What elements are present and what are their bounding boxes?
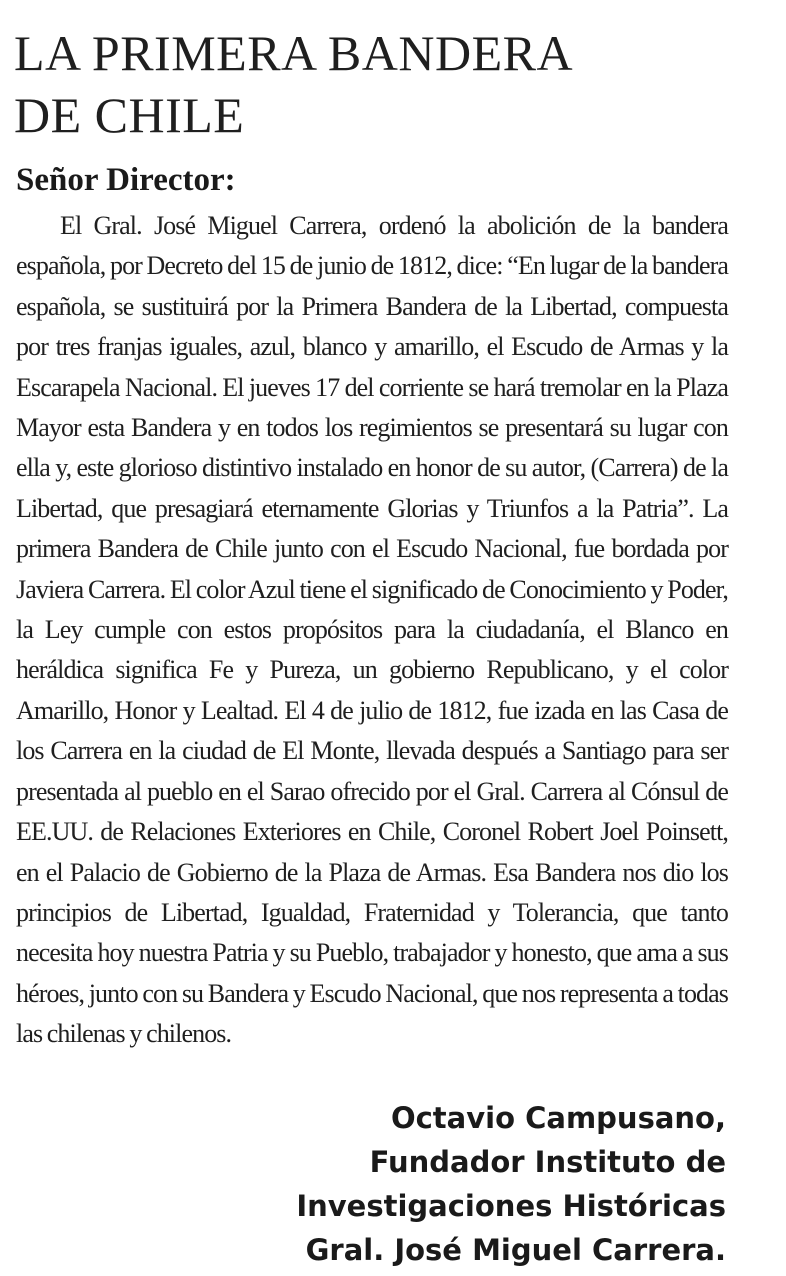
signature-role: Fundador Instituto de	[369, 1145, 726, 1179]
signature-org-line-1: Investigaciones Históricas	[296, 1189, 726, 1223]
salutation: Señor Director:	[16, 162, 236, 198]
signature-name: Octavio Campusano,	[390, 1101, 726, 1135]
signature-org-line-2: Gral. José Miguel Carrera.	[305, 1233, 726, 1267]
letter-body: El Gral. José Miguel Carrera, ordenó la abolición de la bandera española, por Decreto del 15 de junio de 1812, dice: “En lugar de la bandera española, se sustituirá por la Primera Bandera de la Libertad, compuesta por tres franjas iguales, azul, blanco y amarillo, el Escudo de Armas y la Escarapela Nacional. El jueves 17 del corriente se hará tremolar en la Plaza Mayor esta Bandera y en todos los regimientos se presentará su lugar con ella y, este glorioso distintivo instalado en honor de su autor, (Carrera) de la Libertad, que presagiará eternamente Glorias y Triunfos a la Patria”. La primera Bandera de Chile junto con el Escudo Nacional, fue bordada por Javiera Carrera. El color Azul tiene el significado de Conocimiento y Poder, la Ley cumple con estos propósitos para la ciudadanía, el Blanco en heráldica significa Fe y Pureza, un gobierno Republicano, y el color Amarillo, Honor y Lealtad. El 4 de julio de 1812, fue izada en las Casa de los Carrera en la ciudad de El Monte, llevada después a Santiago para ser presentada al pueblo en el Sarao ofrecido por el Gral. Carrera al Cónsul de EE.UU. de Relaciones Exteriores en Chile, Coronel Robert Joel Poinsett, en el Palacio de Gobierno de la Plaza de Armas. Esa Bandera nos dio los principios de Libertad, Igualdad, Fraternidad y Tolerancia, que tanto necesita hoy nuestra Patria y su Pueblo, trabajador y honesto, que ama a sus héroes, junto con su Bandera y Escudo Nacional, que nos representa a todas las chilenas y chilenos.	[16, 211, 728, 1049]
signature-block	[296, 1096, 726, 1272]
headline-line-2: DE CHILE	[14, 87, 245, 143]
headline	[14, 22, 774, 146]
headline-line-1: LA PRIMERA BANDERA	[14, 25, 574, 81]
